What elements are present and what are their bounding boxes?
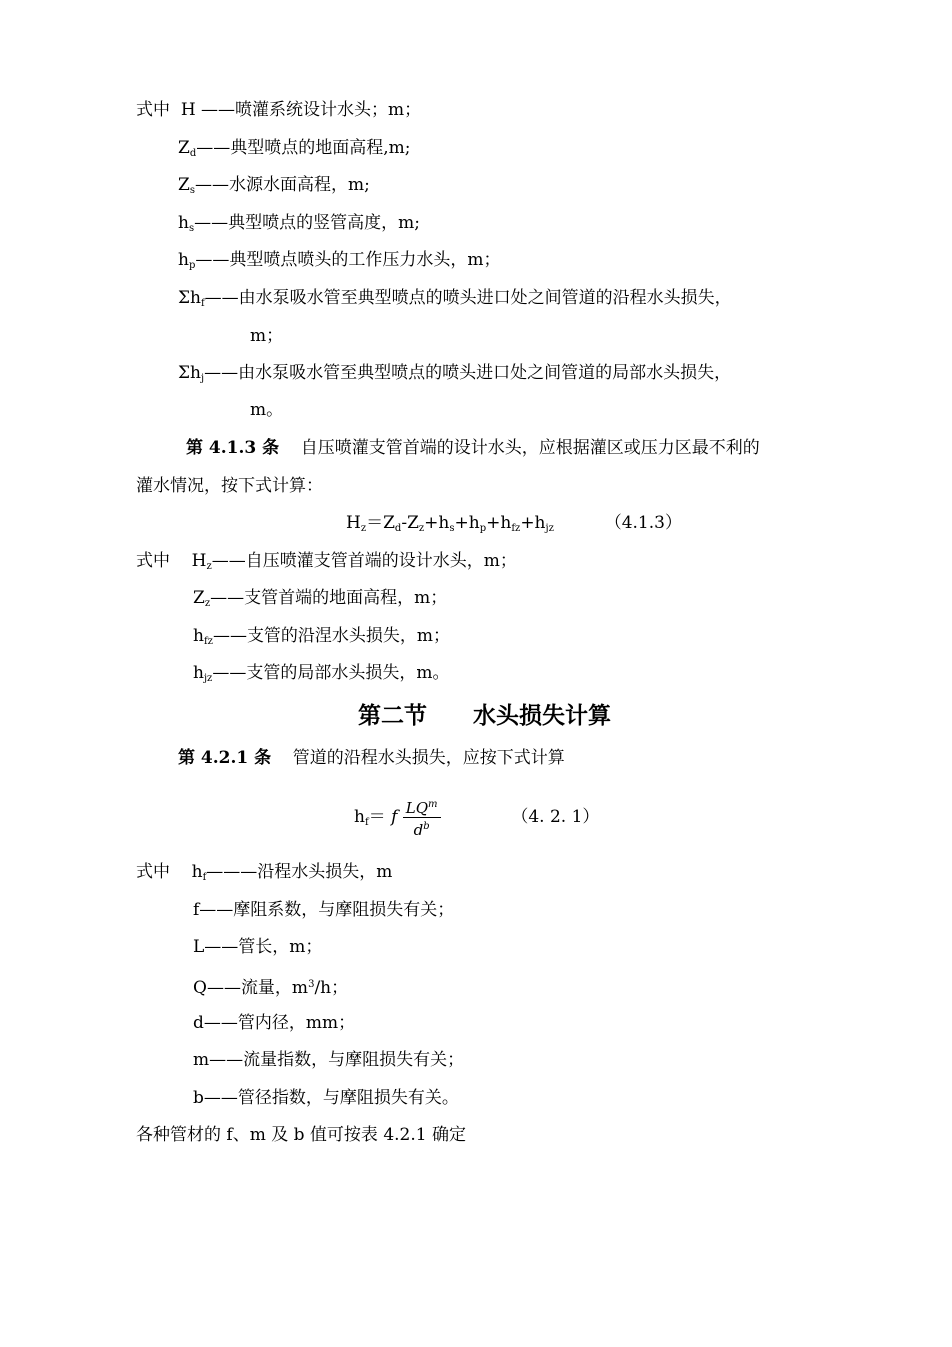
def-row-hfz — [193, 625, 450, 653]
formula-equals: ＝ — [368, 807, 386, 827]
def-row-b — [193, 1087, 459, 1109]
formula-term: +h — [424, 513, 450, 533]
numerator-exponent: m — [428, 799, 438, 810]
fraction-denominator — [403, 818, 441, 839]
formula-413 — [346, 512, 682, 540]
def-description: ——支管的沿涅水头损失，m； — [212, 626, 451, 646]
def-symbol: h — [178, 213, 189, 233]
formula-421 — [354, 795, 599, 845]
numerator-base: LQ — [405, 799, 429, 817]
def-symbol: Z — [178, 138, 190, 158]
def-description-tail: /h； — [314, 978, 349, 998]
formula-subscript: d — [394, 523, 402, 534]
def-symbol: H — [180, 100, 196, 120]
fraction-numerator — [403, 796, 441, 818]
def-row-d — [193, 1012, 355, 1034]
def-symbol: H — [191, 551, 207, 571]
def-description: ——摩阻系数，与摩阻损失有关； — [199, 900, 455, 920]
article-label: 第 4.1.3 条 — [186, 438, 280, 458]
def-description: ——管内径，mm； — [203, 1013, 356, 1033]
def-description: ——典型喷点的地面高程,m; — [196, 138, 411, 158]
def-description: ——典型喷点的竖管高度，m; — [194, 213, 420, 233]
def-symbol: b — [193, 1088, 204, 1108]
def-unit-hf: m； — [250, 326, 284, 346]
def-row-hs — [178, 212, 420, 240]
formula-subscript: fz — [511, 523, 521, 534]
def-description: ——流量指数，与摩阻损失有关； — [209, 1050, 465, 1070]
def-row-f — [193, 899, 454, 921]
formula-term: +h — [520, 513, 546, 533]
def-symbol: m — [193, 1050, 210, 1070]
def-subscript: fz — [203, 636, 213, 647]
def-description: ——由水泵吸水管至典型喷点的喷头进口处之间管道的局部水头损失， — [204, 363, 732, 383]
def-row-zs — [178, 174, 370, 202]
article-label: 第 4.2.1 条 — [178, 748, 272, 768]
def-row-m — [193, 1049, 464, 1071]
def-description: ——喷灌系统设计水头；m； — [201, 100, 422, 120]
def-row-hp — [178, 249, 500, 277]
def-subscript: s — [188, 223, 195, 234]
def-row-L — [193, 936, 322, 958]
def-row-hf — [178, 287, 732, 315]
def-description: ——由水泵吸水管至典型喷点的喷头进口处之间管道的沿程水头损失， — [204, 288, 732, 308]
def-row-Hz — [136, 550, 517, 578]
formula-subscript: s — [449, 523, 455, 534]
def-description: ——支管首端的地面高程，m； — [210, 588, 448, 608]
def-unit-hj: m。 — [250, 400, 284, 420]
def-symbol: h — [193, 626, 204, 646]
def-subscript: d — [189, 148, 197, 159]
formula-subscript: p — [479, 523, 487, 534]
def-symbol: f — [193, 900, 200, 920]
formula-subscript: jz — [545, 523, 554, 534]
def-subscript: p — [188, 260, 196, 271]
article-413-line1 — [186, 437, 760, 459]
def-symbol: h — [191, 862, 203, 882]
def-symbol: h — [193, 663, 204, 683]
def-symbol: h — [178, 250, 189, 270]
def-symbol: Z — [178, 175, 190, 195]
def-subscript: f — [202, 872, 207, 883]
def-description: ——典型喷点喷头的工作压力水头，m； — [195, 250, 501, 270]
formula-expression — [346, 513, 554, 533]
formula-fraction — [403, 796, 441, 839]
def-subscript: z — [206, 561, 212, 572]
closing-note: 各种管材的 f、m 及 b 值可按表 4.2.1 确定 — [136, 1125, 466, 1145]
article-413-line2: 灌水情况，按下式计算： — [136, 476, 323, 496]
article-text: 管道的沿程水头损失，应按下式计算 — [292, 748, 565, 768]
formula-coefficient: f — [391, 807, 398, 827]
def-superscript: 3 — [308, 979, 315, 990]
article-421-line — [178, 747, 565, 769]
def-symbol: L — [193, 937, 205, 957]
def-subscript: f — [200, 298, 205, 309]
def-description: ——流量，m — [206, 978, 309, 998]
def-intro: 式中 — [136, 100, 170, 120]
def-subscript: jz — [203, 673, 213, 684]
section-number: 第二节 — [358, 702, 427, 729]
formula-lhs-subscript: f — [364, 817, 369, 828]
formula-term: ＝Z — [366, 513, 395, 533]
section-heading — [358, 701, 611, 731]
def-symbol: Z — [193, 588, 205, 608]
def-intro: 式中 — [136, 862, 170, 882]
def-intro: 式中 — [136, 551, 170, 571]
def-subscript: z — [204, 598, 211, 609]
formula-term: +h — [486, 513, 512, 533]
def-description: ——支管的局部水头损失，m。 — [212, 663, 450, 683]
def-description: ——自压喷灌支管首端的设计水头，m； — [211, 551, 517, 571]
formula-number: （4.1.3） — [604, 513, 682, 533]
def-symbol: Σh — [178, 288, 201, 308]
formula-subscript: z — [418, 523, 425, 534]
formula-lhs: h — [354, 807, 365, 827]
denominator-exponent: b — [423, 821, 430, 832]
def-row-Q — [193, 974, 348, 999]
formula-term: H — [346, 513, 361, 533]
formula-number: （4. 2. 1） — [511, 807, 600, 827]
formula-term: -Z — [401, 513, 419, 533]
def-row-h — [136, 99, 421, 121]
def-description: ———沿程水头损失，m — [206, 862, 393, 882]
section-title: 水头损失计算 — [473, 702, 611, 729]
def-row-hj — [178, 362, 731, 390]
def-subscript: s — [189, 185, 195, 196]
def-row-zd — [178, 137, 410, 165]
def-subscript: j — [200, 373, 205, 384]
def-description: ——管长，m； — [204, 937, 323, 957]
def-symbol: Σh — [178, 363, 201, 383]
def-symbol: d — [193, 1013, 204, 1033]
def-symbol: Q — [193, 978, 207, 998]
def-row-hf2 — [136, 861, 392, 889]
def-row-Zz — [193, 587, 447, 615]
formula-term: +h — [454, 513, 480, 533]
article-text: 自压喷灌支管首端的设计水头，应根据灌区或压力区最不利的 — [300, 438, 760, 458]
denominator-base: d — [413, 821, 424, 839]
formula-subscript: z — [360, 523, 367, 534]
def-description: ——管径指数，与摩阻损失有关。 — [203, 1088, 459, 1108]
def-description: ——水源水面高程，m; — [194, 175, 370, 195]
def-row-hjz — [193, 662, 449, 690]
